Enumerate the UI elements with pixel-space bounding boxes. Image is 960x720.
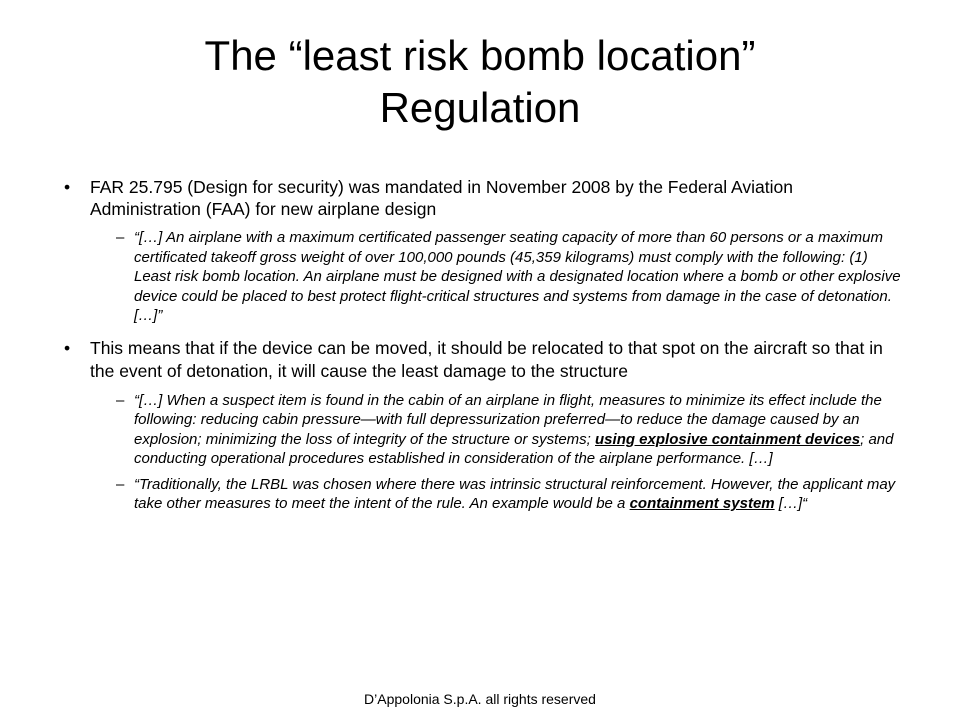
bullet-text: This means that if the device can be moved, it should be relocated to that spot on the aircraft so that in the event of detonation, it will cause the least damage to the structure [90, 337, 883, 381]
bullet-marker: • [64, 337, 71, 358]
sub-bullet-item [64, 475, 904, 514]
footer-copyright: D’Appolonia S.p.A. all rights reserved [364, 691, 596, 707]
slide-title-line1: The “least risk bomb location” [204, 32, 756, 79]
bullet-item [64, 337, 904, 383]
sub-bullet-text-after: ; and conducting operational procedures established in consideration of the airplane performance. […] [134, 430, 894, 467]
sub-bullet-text-before: “Traditionally, the LRBL was chosen where there was intrinsic structural reinforcement. However, the applicant may take other measures to meet the intent of the rule. An example would be a [134, 475, 896, 512]
slide-title-line2: Regulation [379, 84, 581, 131]
sub-bullet-marker: – [116, 475, 125, 493]
sub-bullet-text: “[…] An airplane with a maximum certificated passenger seating capacity of more than 60 persons or a maximum certificated takeoff gross weight of over 100,000 pounds (45,359 kilograms) must comply with the following: (1) Least risk bomb location. An airplane must be designed with a designated location where a bomb or other explosive device could be placed to best protect flight-critical structures and systems from damage in the case of detonation. […]” [134, 229, 901, 324]
bullet-text: FAR 25.795 (Design for security) was mandated in November 2008 by the Federal Aviation Administration (FAA) for new airplane design [90, 177, 793, 219]
containment-devices-link[interactable]: using explosive containment devices [595, 430, 861, 448]
sub-bullet-text-after: […]“ [774, 495, 808, 512]
sub-bullet-marker: – [116, 229, 125, 246]
sub-bullet-item [64, 228, 904, 326]
containment-system-link[interactable]: containment system [629, 495, 775, 512]
sub-bullet-marker: – [116, 391, 125, 409]
sub-bullet-text-before: “[…] When a suspect item is found in the cabin of an airplane in flight, measures to minimize its effect include the following: reducing cabin pressure—with full depressurization preferred—to reduce the damage caused by an explosion; minimizing the loss of integrity of the structure or systems; [134, 391, 882, 448]
sub-bullet-item [64, 391, 904, 469]
bullet-item [64, 176, 904, 220]
slide-title [60, 30, 900, 134]
bullet-marker: • [64, 177, 71, 197]
slide-body [64, 176, 904, 514]
